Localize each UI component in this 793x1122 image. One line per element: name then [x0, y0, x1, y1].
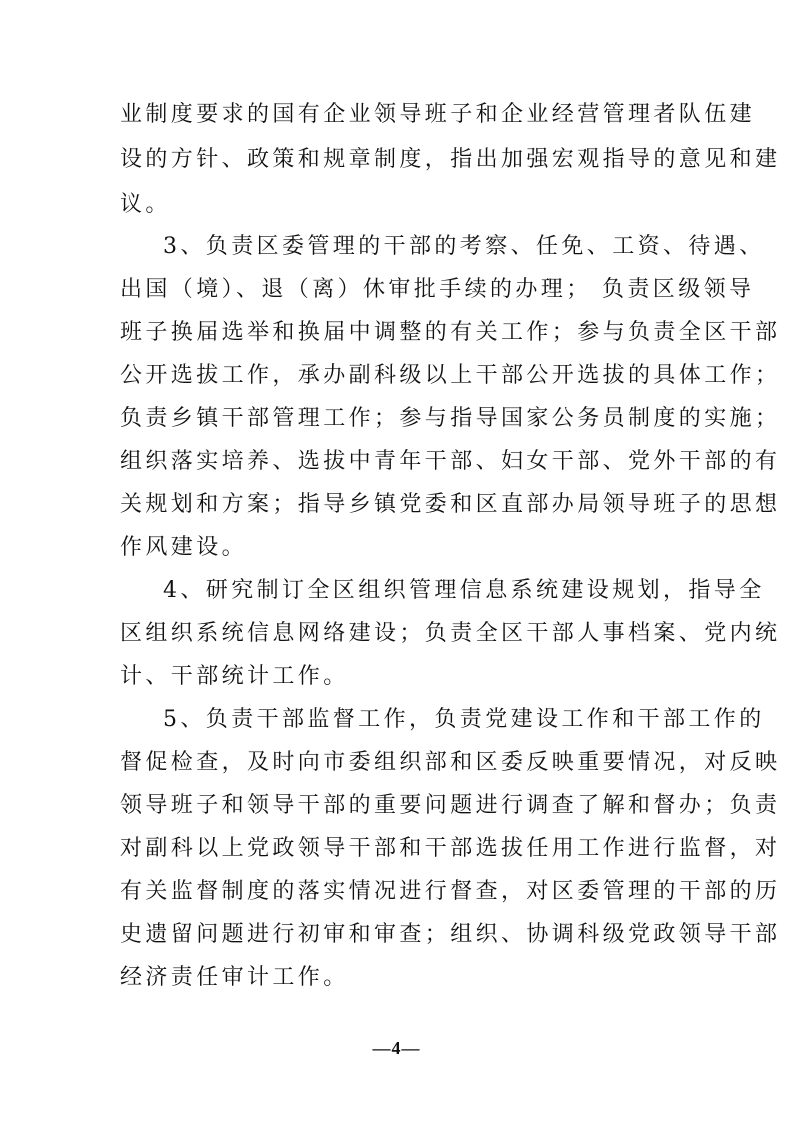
- text-line: 经济责任审计工作。: [120, 965, 349, 990]
- text-line: 区组织系统信息网络建设；负责全区干部人事档案、党内统: [120, 621, 781, 646]
- paragraph-5-start: 5、负责干部监督工作，负责党建设工作和干部工作的: [163, 707, 765, 732]
- text-line: 作风建设。: [120, 535, 248, 560]
- text-line: 有关监督制度的落实情况进行督查，对区委管理的干部的历: [120, 879, 781, 904]
- text-line: 对副科以上党政领导干部和干部选拔任用工作进行监督，对: [120, 836, 781, 861]
- text-line: 出国（境）、退（离）休审批手续的办理； 负责区级领导: [120, 277, 755, 302]
- text-line: 议。: [120, 192, 171, 217]
- text-line: 负责乡镇干部管理工作；参与指导国家公务员制度的实施；: [120, 406, 781, 431]
- text-line: 公开选拔工作，承办副科级以上干部公开选拔的具体工作；: [120, 363, 781, 388]
- paragraph-4-start: 4、研究制订全区组织管理信息系统建设规划，指导全: [163, 578, 765, 603]
- text-line: 督促检查，及时向市委组织部和区委反映重要情况，对反映: [120, 750, 781, 775]
- text-line: 业制度要求的国有企业领导班子和企业经营管理者队伍建: [120, 102, 756, 127]
- text-line: 组织落实培养、选拔中青年干部、妇女干部、党外干部的有: [120, 449, 781, 474]
- text-line: 计、干部统计工作。: [120, 664, 349, 689]
- text-line: 班子换届选举和换届中调整的有关工作；参与负责全区干部: [120, 320, 781, 345]
- text-line: 领导班子和领导干部的重要问题进行调查了解和督办；负责: [120, 793, 781, 818]
- page-number: —4—: [372, 1038, 421, 1058]
- text-line: 史遗留问题进行初审和审查；组织、协调科级党政领导干部: [120, 922, 781, 947]
- text-line: 关规划和方案；指导乡镇党委和区直部办局领导班子的思想: [120, 492, 781, 517]
- paragraph-3-start: 3、负责区委管理的干部的考察、任免、工资、待遇、: [163, 234, 765, 259]
- text-line: 设的方针、政策和规章制度，指出加强宏观指导的意见和建: [120, 147, 781, 172]
